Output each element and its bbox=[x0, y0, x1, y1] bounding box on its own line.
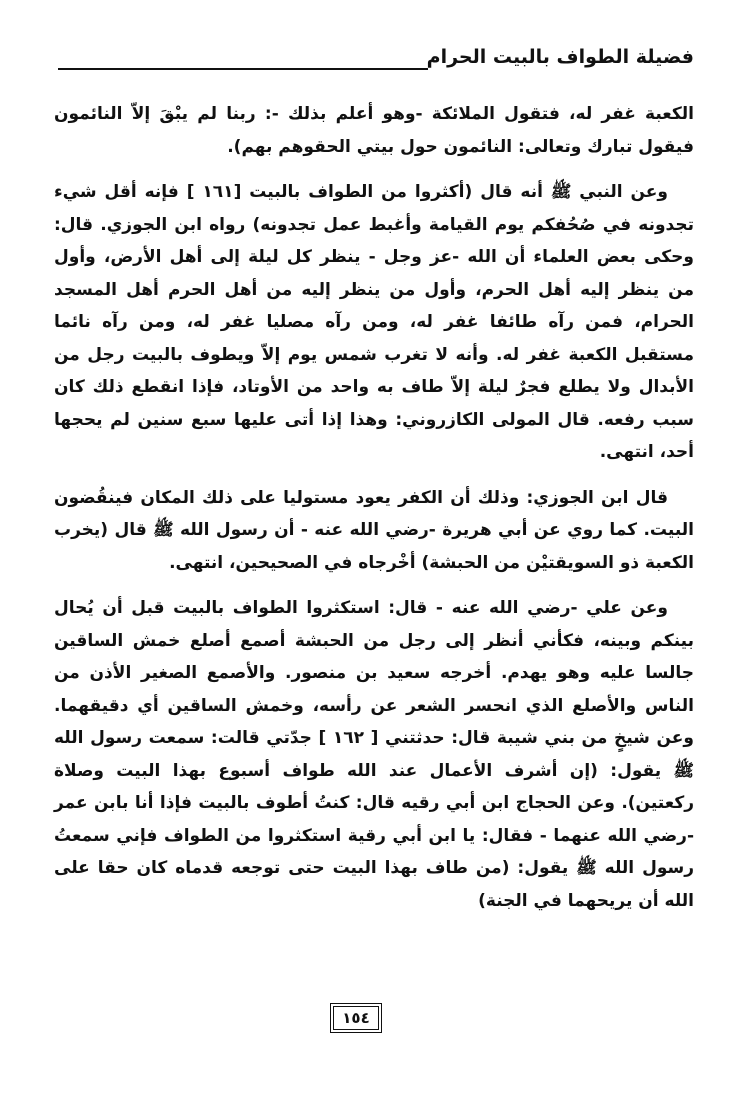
paragraph-2: وعن النبي ﷺ أنه قال (أكثروا من الطواف بالبيت [١٦١ ] فإنه أقل شيء تجدونه في صُحُفكم يوم القيامة وأغبط عمل تجدونه) رواه ابن الجوزي. قال: وحكى بعض العلماء أن الله -عز وجل - ينظر كل ليلة إلى أهل الأرض، وأول من ينظر إليه أهل الحرم، وأول من ينظر إليه من أهل الحرم أهل المسجد الحرام، فمن رآه طائفا غفر له، ومن رآه مصليا غفر له، ومن رآه نائما مستقبل الكعبة غفر له. وأنه لا تغرب شمس يوم إلاّ ويطوف بالبيت رجل من الأبدال ولا يطلع فجرٌ ليلة إلاّ طاف به واحد من الأوتاد، فإذا انقطع ذلك كان سبب رفعه. قال المولى الكازروني: وهذا إذا أتى عليها سبع سنين لم يحجها أحد، انتهى. bbox=[54, 182, 694, 462]
running-header bbox=[58, 40, 694, 76]
paragraph-3: قال ابن الجوزي: وذلك أن الكفر يعود مستوليا على ذلك المكان فينقُضون البيت. كما روي عن أبي هريرة -رضي الله عنه - أن رسول الله ﷺ قال (يخرب الكعبة ذو السويقتيْن من الحبشة) أخْرجاه في الصحيحين، انتهى. bbox=[54, 487, 694, 573]
header-title: فضيلة الطواف بالبيت الحرام bbox=[426, 46, 694, 68]
paragraph-4: وعن علي -رضي الله عنه - قال: استكثروا الطواف بالبيت قبل أن يُحال بينكم وبينه، فكأني أنظر إلى رجل من الحبشة أصمع أصلع خمش الساقين جالسا عليه وهو يهدم. أخرجه سعيد بن منصور. والأصمع الصغير الأذن من الناس والأصلع الذي انحسر الشعر عن رأسه، وخمش الساقين أي دقيقهما. وعن شيخٍ من بني شيبة قال: حدثتني [ ١٦٢ ] جدّتي قالت: سمعت رسول الله ﷺ يقول: (إن أشرف الأعمال عند الله طواف أسبوع بهذا البيت وصلاة ركعتين). وعن الحجاج ابن أبي رقيه قال: كنتُ أطوف بالبيت فإذا أنا بابن عمر -رضي الله عنهما - فقال: يا ابن أبي رقية استكثروا من الطواف فإني سمعتُ رسول الله ﷺ يقول: (من طاف بهذا البيت حتى توجعه قدماه كان حقا على الله أن يريحهما في الجنة) bbox=[54, 598, 694, 911]
page-number: ١٥٤ bbox=[333, 1006, 379, 1030]
body-text bbox=[54, 98, 694, 930]
paragraph-1: الكعبة غفر له، فتقول الملائكة -وهو أعلم بذلك -: ربنا لم يبْقَ إلاّ النائمون فيقول تبارك وتعالى: النائمون حول بيتي الحقوهم بهم). bbox=[54, 104, 694, 157]
header-rule bbox=[58, 68, 428, 70]
page-number-box bbox=[330, 1003, 382, 1033]
